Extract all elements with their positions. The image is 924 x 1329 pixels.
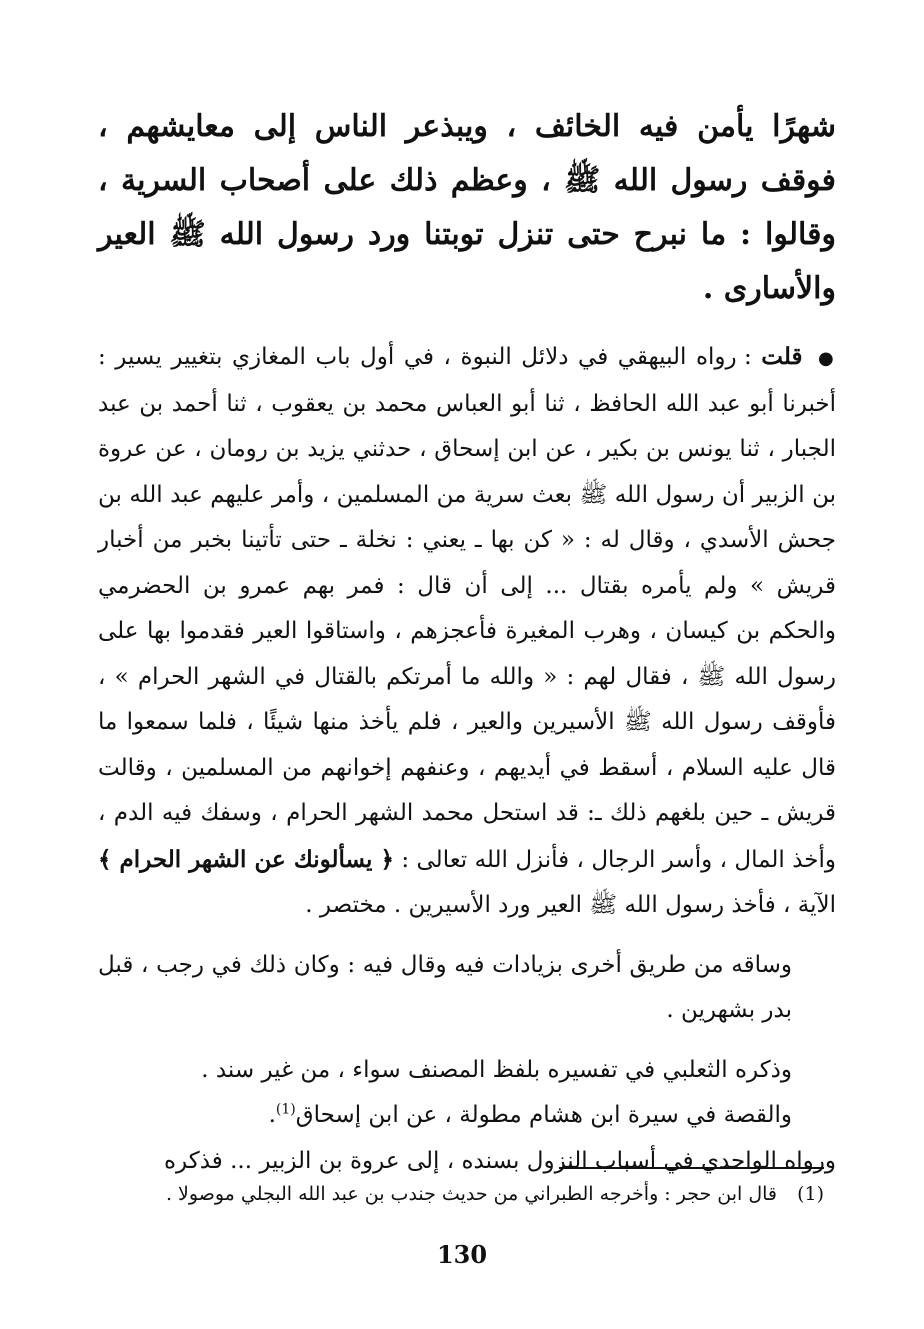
bullet-icon: ● xyxy=(818,348,836,369)
footnote xyxy=(98,1180,824,1208)
paragraph-ibn-hisham-end: . xyxy=(268,1102,276,1128)
paragraph-thalabi: وذكره الثعلبي في تفسيره بلفظ المصنف سواء ، من غير سند . xyxy=(201,1056,792,1083)
page-number: 130 xyxy=(436,1240,488,1269)
commentary-text-end: الآية ، فأخذ رسول الله ﷺ العير ورد الأسيرين . مختصر . xyxy=(305,892,836,918)
quoted-text: شهرًا يأمن فيه الخائف ، ويبذعر الناس إلى معايشهم ، فوقف رسول الله ﷺ ، وعظم ذلك على أصحاب السرية ، وقالوا : ما نبرح حتى تنزل توبتنا ورد رسول الله ﷺ العير والأسارى . xyxy=(98,109,836,306)
commentary-paragraph xyxy=(98,334,836,929)
paragraph-wahidi: ورواه الواحدي في أسباب النزول بسنده ، إلى عروة بن الزبير ... فذكره xyxy=(164,1147,836,1174)
footnote-reference[interactable]: (1) xyxy=(275,1101,296,1118)
quranic-verse: ﴿ يسألونك عن الشهر الحرام ﴾ xyxy=(98,845,394,873)
commentary-label: قلت xyxy=(761,343,803,370)
paragraph-other-route: وساقه من طريق أخرى بزيادات فيه وقال فيه : وكان ذلك في رجب ، قبل بدر بشهرين . xyxy=(98,951,792,1023)
commentary-text: : رواه البيهقي في دلائل النبوة ، في أول باب المغازي بتغيير يسير : أخبرنا أبو عبد الله الحافظ ، ثنا أبو العباس محمد بن يعقوب ، ثنا أحمد بن عبد الجبار ، ثنا يونس بن بكير ، عن ابن إسحاق ، حدثني يزيد بن رومان ، عن عروة بن الزبير أن رسول الله ﷺ بعث سرية من المسلمين ، وأمر عليهم عبد الله بن جحش الأسدي ، وقال له : « كن بها ـ يعني : نخلة ـ حتى تأتينا بخبر من أخبار قريش » ولم يأمره بقتال ... إلى أن قال : فمر بهم عمرو بن الحضرمي والحكم بن كيسان ، وهرب المغيرة فأعجزهم ، واستاقوا العير فقدموا بها على رسول الله ﷺ ، فقال لهم : « والله ما أمرتكم بالقتال في الشهر الحرام » ، فأوقف رسول الله ﷺ الأسيرين والعير ، فلم يأخذ منها شيئًا ، فلما سمعوا ما قال عليه السلام ، أسقط في أيديهم ، وعنفهم إخوانهم من المسلمين ، وقالت قريش ـ حين بلغهم ذلك ـ: قد استحل محمد الشهر الحرام ، وسفك فيه الدم ، وأخذ المال ، وأسر الرجال ، فأنزل الله تعالى : xyxy=(98,344,836,873)
footnote-divider xyxy=(559,1167,824,1169)
footnote-number: (1) xyxy=(797,1183,824,1205)
footnote-text: قال ابن حجر : وأخرجه الطبراني من حديث جندب بن عبد الله البجلي موصولا . xyxy=(165,1183,778,1205)
paragraph-ibn-hisham-text: والقصة في سيرة ابن هشام مطولة ، عن ابن إسحاق xyxy=(295,1102,792,1128)
paragraph-ibn-hisham xyxy=(98,1093,836,1139)
